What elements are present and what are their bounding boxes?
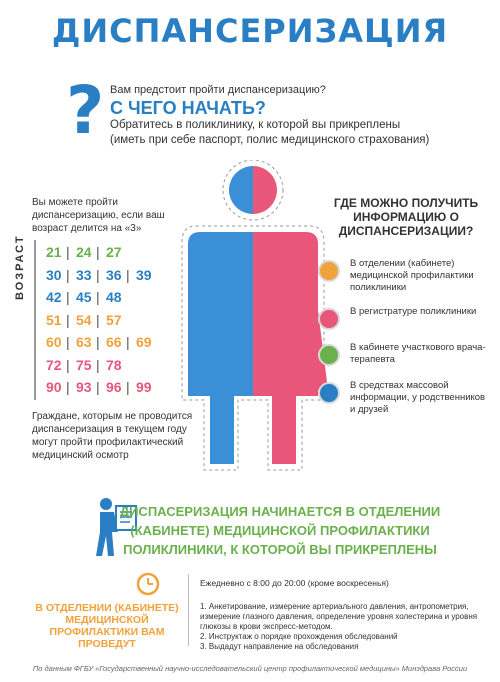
age-separator: | xyxy=(66,379,70,395)
service-item: 3. Выдадут направление на обследования xyxy=(200,642,359,651)
question-documents: (иметь при себе паспорт, полис медицинского страхования) xyxy=(110,134,430,146)
age-value: 93 xyxy=(76,379,92,395)
question-mark-icon: ? xyxy=(66,72,105,149)
age-row xyxy=(46,267,156,283)
age-row xyxy=(46,312,126,328)
age-separator: | xyxy=(66,334,70,350)
age-value: 54 xyxy=(76,311,92,328)
info-heading: ГДЕ МОЖНО ПОЛУЧИТЬ ИНФОРМАЦИЮ О ДИСПАНСЕРИЗАЦИИ? xyxy=(333,196,479,238)
age-separator: | xyxy=(66,289,70,305)
age-value: 60 xyxy=(46,334,62,350)
age-value: 57 xyxy=(106,311,122,328)
age-separator: | xyxy=(96,289,100,305)
age-separator: | xyxy=(126,266,130,283)
start-department-note: ДИСПАСЕРИЗАЦИЯ НАЧИНАЕТСЯ В ОТДЕЛЕНИИ (КАБИНЕТЕ) МЕДИЦИНСКОЙ ПРОФИЛАКТИКИ ПОЛИКЛИНИКИ, К КОТОРОЙ ВЫ ПРИКРЕПЛЕНЫ xyxy=(119,504,441,557)
age-axis-label: ВОЗРАСТ xyxy=(14,234,26,300)
age-value: 90 xyxy=(46,379,62,395)
age-separator: | xyxy=(66,244,70,260)
age-value: 48 xyxy=(106,289,122,305)
age-separator: | xyxy=(96,244,100,260)
service-item: 1. Анкетирование, измерение артериального давления, антропометрия, измерение глазного давления, определение уровня холестерина и уровня глюкозы в крови экспресс-методом. xyxy=(200,602,478,631)
info-text: В регистратуре поликлиники xyxy=(350,306,477,317)
age-row xyxy=(46,379,156,395)
age-row xyxy=(46,244,126,260)
working-hours: Ежедневно с 8:00 до 20:00 (кроме воскресенья) xyxy=(200,578,389,588)
service-item: 2. Инструктаж о порядке прохождения обследований xyxy=(200,632,398,641)
age-axis-line xyxy=(34,240,36,400)
age-separator: | xyxy=(96,311,100,328)
page-title: ДИСПАНСЕРИЗАЦИЯ xyxy=(51,12,449,50)
age-intro: Вы можете пройти диспансеризацию, если ваш возраст делится на «3» xyxy=(32,197,165,234)
question-instruction: Обратитесь в поликлинику, к которой вы прикреплены xyxy=(110,119,401,131)
age-value: 51 xyxy=(46,311,62,328)
age-separator: | xyxy=(96,356,100,373)
age-value: 63 xyxy=(76,334,92,350)
age-separator: | xyxy=(126,334,130,350)
age-value: 27 xyxy=(106,244,122,260)
age-value: 72 xyxy=(46,356,62,373)
age-value: 78 xyxy=(106,356,122,373)
info-text: В кабинете участкового врача-терапевта xyxy=(350,342,486,365)
age-separator: | xyxy=(96,266,100,283)
age-row xyxy=(46,334,156,350)
age-row xyxy=(46,357,126,373)
age-value: 69 xyxy=(136,334,152,350)
age-value: 42 xyxy=(46,289,62,305)
age-separator: | xyxy=(66,311,70,328)
age-separator: | xyxy=(96,334,100,350)
age-value: 33 xyxy=(76,266,92,283)
department-services-title: В ОТДЕЛЕНИИ (КАБИНЕТЕ) МЕДИЦИНСКОЙ ПРОФИЛАКТИКИ ВАМ ПРОВЕДУТ xyxy=(35,602,179,650)
human-figure-icon xyxy=(178,160,328,480)
age-separator: | xyxy=(126,379,130,395)
info-text: В отделении (кабинете) медицинской профилактики поликлиники xyxy=(350,258,474,293)
question-heading: С ЧЕГО НАЧАТЬ? xyxy=(110,98,266,118)
age-value: 99 xyxy=(136,379,152,395)
age-separator: | xyxy=(96,379,100,395)
age-separator: | xyxy=(66,356,70,373)
age-value: 24 xyxy=(76,244,92,260)
clock-icon xyxy=(136,572,160,596)
age-value: 66 xyxy=(106,334,122,350)
age-value: 45 xyxy=(76,289,92,305)
section-divider xyxy=(188,574,189,646)
age-value: 96 xyxy=(106,379,122,395)
source-credit: По данным ФГБУ «Государственный научно-исследовательский центр профилактической медицины» Минздрава России xyxy=(32,664,468,673)
age-value: 30 xyxy=(46,266,62,283)
age-value: 21 xyxy=(46,244,62,260)
question-line: Вам предстоит пройти диспансеризацию? xyxy=(110,84,326,96)
services-list xyxy=(200,602,490,652)
info-text: В средствах массовой информации, у родственников и друзей xyxy=(350,380,486,415)
info-dot-icon xyxy=(318,260,340,282)
age-value: 75 xyxy=(76,356,92,373)
info-dot-icon xyxy=(318,308,340,330)
age-value: 36 xyxy=(106,266,122,283)
checkup-note: Граждане, которым не проводится диспансеризация в текущем году могут пройти профилактический медицинский осмотр xyxy=(32,411,193,461)
info-dot-icon xyxy=(318,382,340,404)
age-row xyxy=(46,289,126,305)
age-separator: | xyxy=(66,266,70,283)
info-dot-icon xyxy=(318,344,340,366)
age-value: 39 xyxy=(136,266,152,283)
